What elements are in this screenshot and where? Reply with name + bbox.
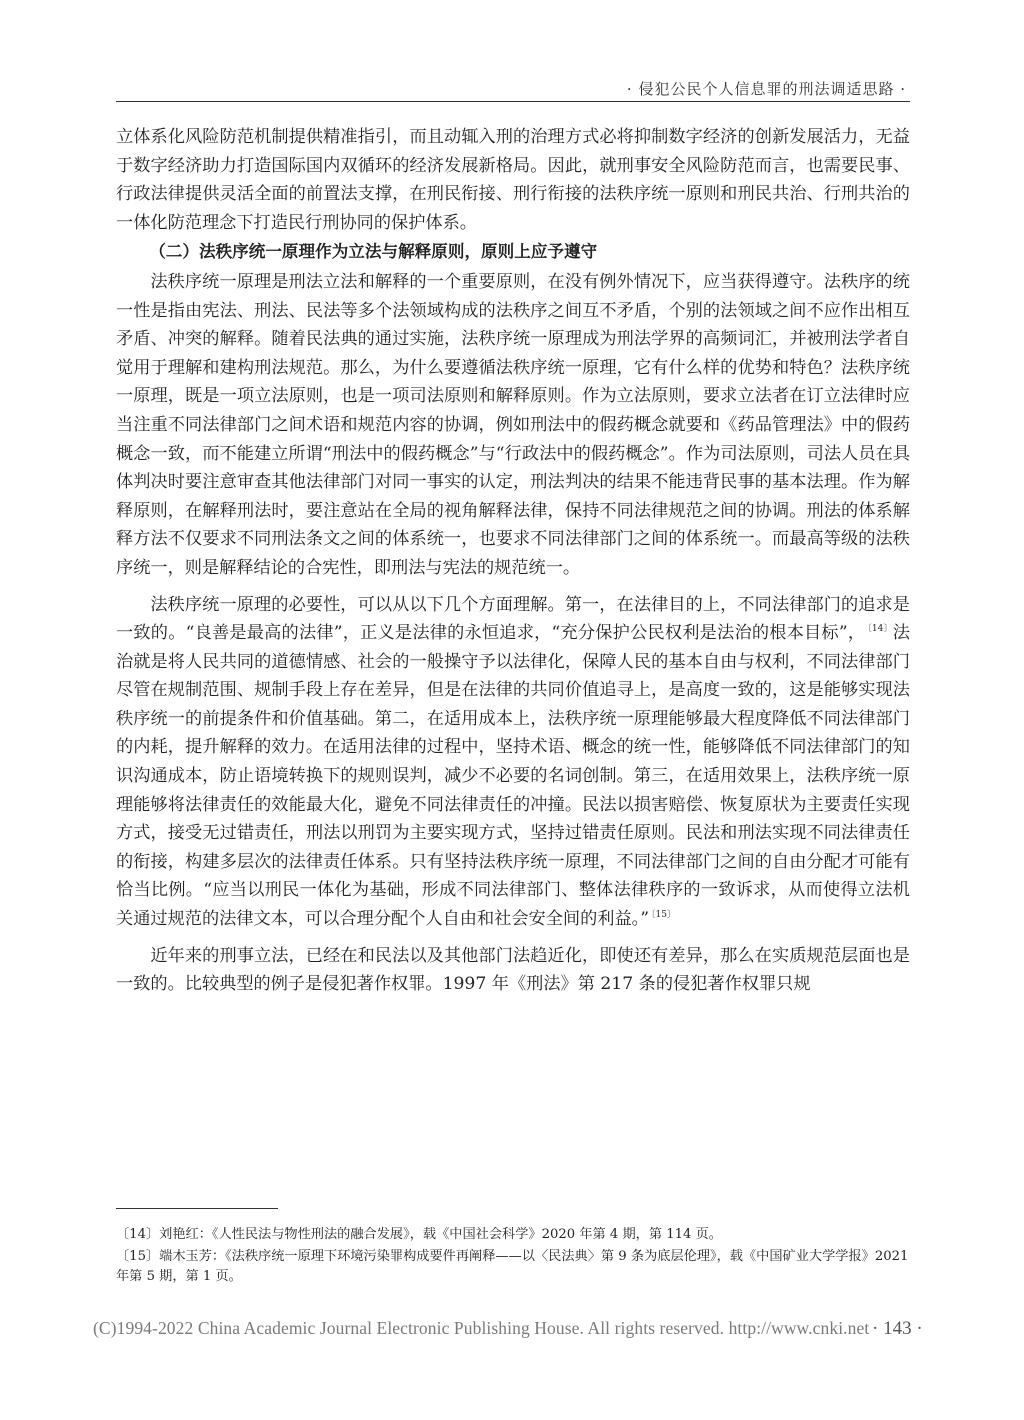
footnote-ref-15[interactable]: 〔15〕 bbox=[651, 910, 676, 921]
section-heading: （二）法秩序统一原理作为立法与解释原则，原则上应予遵守 bbox=[149, 242, 598, 262]
paragraph-2: 法秩序统一原理是刑法立法和解释的一个重要原则，在没有例外情况下，应当获得遵守。法秩序的统一性是指由宪法、刑法、民法等多个法领域构成的法秩序之间互不矛盾，个别的法领域之间不应作出相互矛盾、冲突的解释。随着民法典的通过实施，法秩序统一原理成为刑法学界的高频词汇，并被刑法学者自觉用于理解和建构刑法规范。那么，为什么要遵循法秩序统一原理，它有什么样的优势和特色？法秩序统一原理，既是一项立法原则，也是一项司法原则和解释原则。作为立法原则，要求立法者在订立法律时应当注重不同法律部门之间术语和规范内容的协调，例如刑法中的假药概念就要和《药品管理法》中的假药概念一致，而不能建立所谓“刑法中的假药概念”与“行政法中的假药概念”。作为司法原则，司法人员在具体判决时要注意审查其他法律部门对同一事实的认定，刑法判决的结果不能违背民事的基本法理。作为解释原则，在解释刑法时，要注意站在全局的视角解释法律，保持不同法律规范之间的协调。刑法的体系解释方法不仅要求不同刑法条文之间的体系统一，也要求不同法律部门之间的体系统一。而最高等级的法秩序统一，则是解释结论的合宪性，即刑法与宪法的规范统一。 bbox=[116, 271, 910, 578]
copyright-watermark: (C)1994-2022 China Academic Journal Electronic Publishing House. All rights reserved. http://www.cnki.net bbox=[93, 1318, 870, 1338]
footnotes bbox=[116, 1225, 910, 1289]
footnote-15: 〔15〕端木玉芳：《法秩序统一原理下环境污染罪构成要件再阐释——以〈民法典〉第 9 条为底层伦理》，载《中国矿业大学学报》2021 年第 5 期，第 1 页。 bbox=[116, 1249, 909, 1284]
footnote-rule bbox=[116, 1208, 278, 1209]
header-rule bbox=[116, 101, 910, 102]
paragraph-3-part-a: 法秩序统一原理的必要性，可以从以下几个方面理解。第一，在法律目的上，不同法律部门的追求是一致的。“良善是最高的法律”，正义是法律的永恒追求，“充分保护公民权利是法治的根本目标”， bbox=[116, 594, 910, 644]
paragraph-3-part-b: 法治就是将人民共同的道德情感、社会的一般操守予以法律化，保障人民的基本自由与权利，不同法律部门尽管在规制范围、规制手段上存在差异，但是在法律的共同价值追寻上，是高度一致的，这是能够实现法秩序统一的前提条件和价值基础。第二，在适用成本上，法秩序统一原理能够最大程度降低不同法律部门的内耗，提升解释的效力。在适用法律的过程中，坚持术语、概念的统一性，能够降低不同法律部门的知识沟通成本，防止语境转换下的规则误判，减少不必要的名词创制。第三，在适用效果上，法秩序统一原理能够将法律责任的效能最大化，避免不同法律责任的冲撞。民法以损害赔偿、恢复原状为主要责任实现方式，接受无过错责任，刑法以刑罚为主要实现方式，坚持过错责任原则。民法和刑法实现不同法律责任的衔接，构建多层次的法律责任体系。只有坚持法秩序统一原理，不同法律部门之间的自由分配才可能有恰当比例。“应当以刑民一体化为基础，形成不同法律部门、整体法律秩序的一致诉求，从而使得立法机关通过规范的法律文本，可以合理分配个人自由和社会安全间的利益。” bbox=[116, 623, 910, 930]
page-number: · 143 · bbox=[872, 1318, 923, 1339]
paragraph-1: 立体系化风险防范机制提供精准指引，而且动辄入刑的治理方式必将抑制数字经济的创新发展活力，无益于数字经济助力打造国际国内双循环的经济发展新格局。因此，就刑事安全风险防范而言，也需要民事、行政法律提供灵活全面的前置法支撑，在刑民衔接、刑行衔接的法秩序统一原则和刑民共治、行刑共治的一体化防范理念下打造民行刑协同的保护体系。 bbox=[116, 127, 910, 233]
article-body bbox=[116, 123, 910, 999]
footnote-ref-14[interactable]: 〔14〕 bbox=[867, 624, 893, 635]
paragraph-3 bbox=[116, 591, 910, 934]
running-head: · 侵犯公民个人信息罪的刑法调适思路 · bbox=[626, 80, 906, 98]
footnote-14: 〔14〕刘艳红：《人性民法与物性刑法的融合发展》，载《中国社会科学》2020 年第 4 期，第 114 页。 bbox=[116, 1227, 722, 1242]
paragraph-4: 近年来的刑事立法，已经在和民法以及其他部门法趋近化，即使还有差异，那么在实质规范层面也是一致的。比较典型的例子是侵犯著作权罪。1997 年《刑法》第 217 条的侵犯著作权罪只规 bbox=[116, 945, 910, 995]
